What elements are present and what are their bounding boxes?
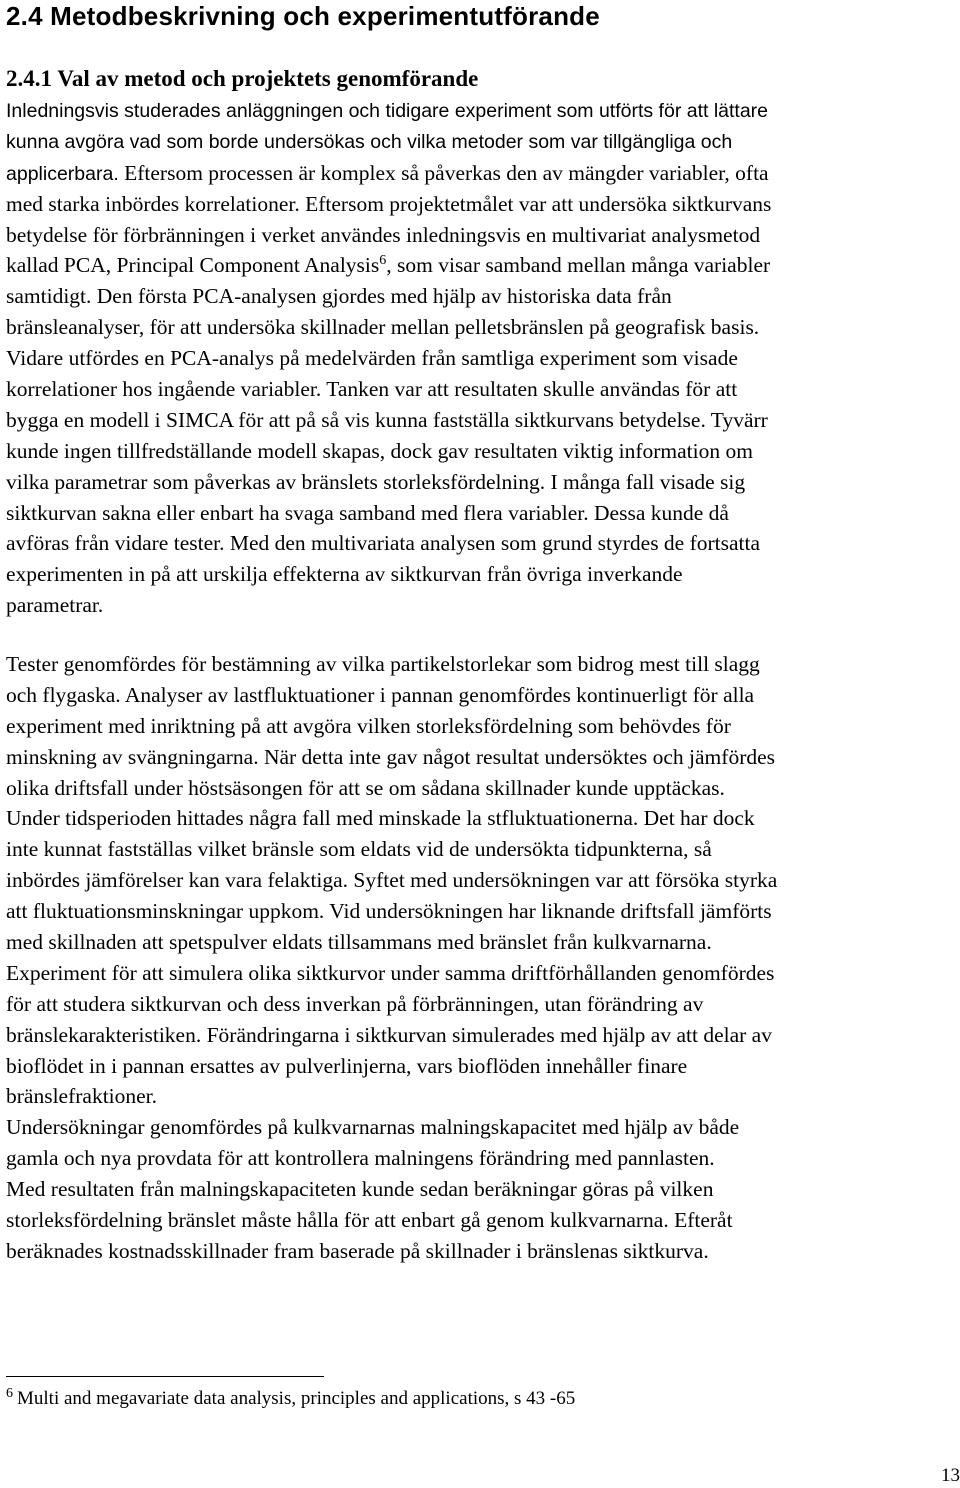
- paragraph-line: [6, 250, 950, 281]
- paragraph-line: att fluktuationsminskningar uppkom. Vid undersökningen har liknande driftsfall jämförts: [6, 899, 772, 924]
- paragraph-line: Undersökningar genomfördes på kulkvarnarnas malningskapacitet med hjälp av både: [6, 1115, 740, 1140]
- paragraph-line: Under tidsperioden hittades några fall med minskade la stfluktuationerna. Det har dock: [6, 806, 755, 831]
- paragraph-line: för att studera siktkurvan och dess inverkan på förbränningen, utan förändring av: [6, 991, 704, 1016]
- paragraph-line: inbördes jämförelser kan vara felaktiga. Syftet med undersökningen var att försöka styrka: [6, 868, 778, 893]
- line-segment: kallad PCA, Principal Component Analysis: [6, 253, 380, 278]
- page-number: 13: [941, 1465, 960, 1486]
- paragraph-line: bygga en modell i SIMCA för att på så vis kunna fastställa siktkurvans betydelse. Tyvärr: [6, 407, 768, 432]
- paragraph-line: olika driftsfall under höstsäsongen för att se om sådana skillnader kunde upptäckas.: [6, 775, 725, 800]
- line-segment: Eftersom processen är komplex så påverkas den av mängder variabler, ofta: [118, 160, 769, 185]
- paragraph-line: samtidigt. Den första PCA-analysen gjordes med hjälp av historiska data från: [6, 284, 672, 309]
- footnote-number: 6: [6, 1385, 13, 1401]
- paragraph-line: bränslefraktioner.: [6, 1084, 158, 1109]
- paragraph-line: [6, 189, 950, 220]
- paragraph-line: Med resultaten från malningskapaciteten kunde sedan beräkningar göras på vilken: [6, 1177, 714, 1202]
- line-segment: , som visar samband mellan många variabler: [386, 253, 771, 278]
- paragraph-line: bränslekarakteristiken. Förändringarna i siktkurvan simulerades med hjälp av att delar av: [6, 1022, 772, 1047]
- paragraph-line: inte kunnat fastställas vilket bränsle som eldats vid de undersökta tidpunkterna, så: [6, 837, 712, 862]
- paragraph-line: experimenten in på att urskilja effekterna av siktkurvan från övriga inverkande: [6, 562, 683, 587]
- paragraph-line: siktkurvan sakna eller enbart ha svaga samband med flera variabler. Dessa kunde då: [6, 500, 729, 525]
- line-segment: applicerbara.: [6, 162, 119, 185]
- paragraph-line: bränsleanalyser, för att undersöka skillnader mellan pelletsbränslen på geografisk basis.: [6, 315, 760, 340]
- footnote-reference: 6: [379, 253, 387, 269]
- paragraph-line: och flygaska. Analyser av lastfluktuationer i pannan genomfördes kontinuerligt för alla: [6, 682, 755, 707]
- paragraph-line: minskning av svängningarna. När detta inte gav något resultat undersöktes och jämfördes: [6, 744, 776, 769]
- paragraph-line: kunna avgöra vad som borde undersökas och vilka metoder som var tillgängliga och: [6, 130, 733, 153]
- line-segment: med starka inbördes korrelationer.: [6, 191, 300, 216]
- paragraph-line: beräknades kostnadsskillnader fram baserade på skillnader i bränslenas siktkurva.: [6, 1238, 709, 1263]
- paragraph-line: bioflödet in i pannan ersattes av pulverlinjerna, vars bioflöden innehåller finare: [6, 1053, 688, 1078]
- footnote-divider: [6, 1376, 324, 1377]
- paragraph-line: experiment med inriktning på att avgöra vilken storleksfördelning som behövdes för: [6, 713, 731, 738]
- footnote-text: Multi and megavariate data analysis, principles and applications, s 43 -65: [17, 1388, 576, 1409]
- footnote: [6, 1384, 575, 1414]
- paragraph-line: Inledningsvis studerades anläggningen och tidigare experiment som utförts för att lättare: [6, 100, 769, 122]
- paragraph-line: parametrar.: [6, 593, 104, 618]
- paragraph-tests: [6, 649, 950, 1267]
- paragraph-line: storleksfördelning bränslet måste hålla för att enbart gå genom kulkvarnarna. Efteråt: [6, 1208, 733, 1233]
- paragraph-method-choice: [6, 96, 950, 621]
- paragraph-line: [6, 158, 950, 189]
- paragraph-line: Tester genomfördes för bestämning av vilka partikelstorlekar som bidrog mest till slagg: [6, 652, 760, 676]
- section-heading: 2.4 Metodbeskrivning och experimentutförande: [6, 1, 600, 31]
- line-segment: Eftersom projektetmålet var att undersöka siktkurvans: [299, 191, 772, 216]
- paragraph-line: betydelse för förbränningen i verket användes inledningsvis en multivariat analysmetod: [6, 222, 761, 247]
- paragraph-line: Vidare utfördes en PCA-analys på medelvärden från samtliga experiment som visade: [6, 346, 738, 371]
- paragraph-line: avföras från vidare tester. Med den multivariata analysen som grund styrdes de fortsatta: [6, 531, 761, 556]
- paragraph-line: med skillnaden att spetspulver eldats tillsammans med bränslet från kulkvarnarna.: [6, 930, 712, 955]
- subsection-heading: 2.4.1 Val av metod och projektets genomförande: [6, 66, 479, 91]
- paragraph-line: kunde ingen tillfredställande modell skapas, dock gav resultaten viktig information om: [6, 438, 753, 463]
- paragraph-line: vilka parametrar som påverkas av bränslets storleksfördelning. I många fall visade sig: [6, 469, 746, 494]
- paragraph-line: gamla och nya provdata för att kontrollera malningens förändring med pannlasten.: [6, 1146, 715, 1171]
- paragraph-line: Experiment för att simulera olika siktkurvor under samma driftförhållanden genomfördes: [6, 960, 775, 985]
- paragraph-line: korrelationer hos ingående variabler. Tanken var att resultaten skulle användas för att: [6, 377, 738, 402]
